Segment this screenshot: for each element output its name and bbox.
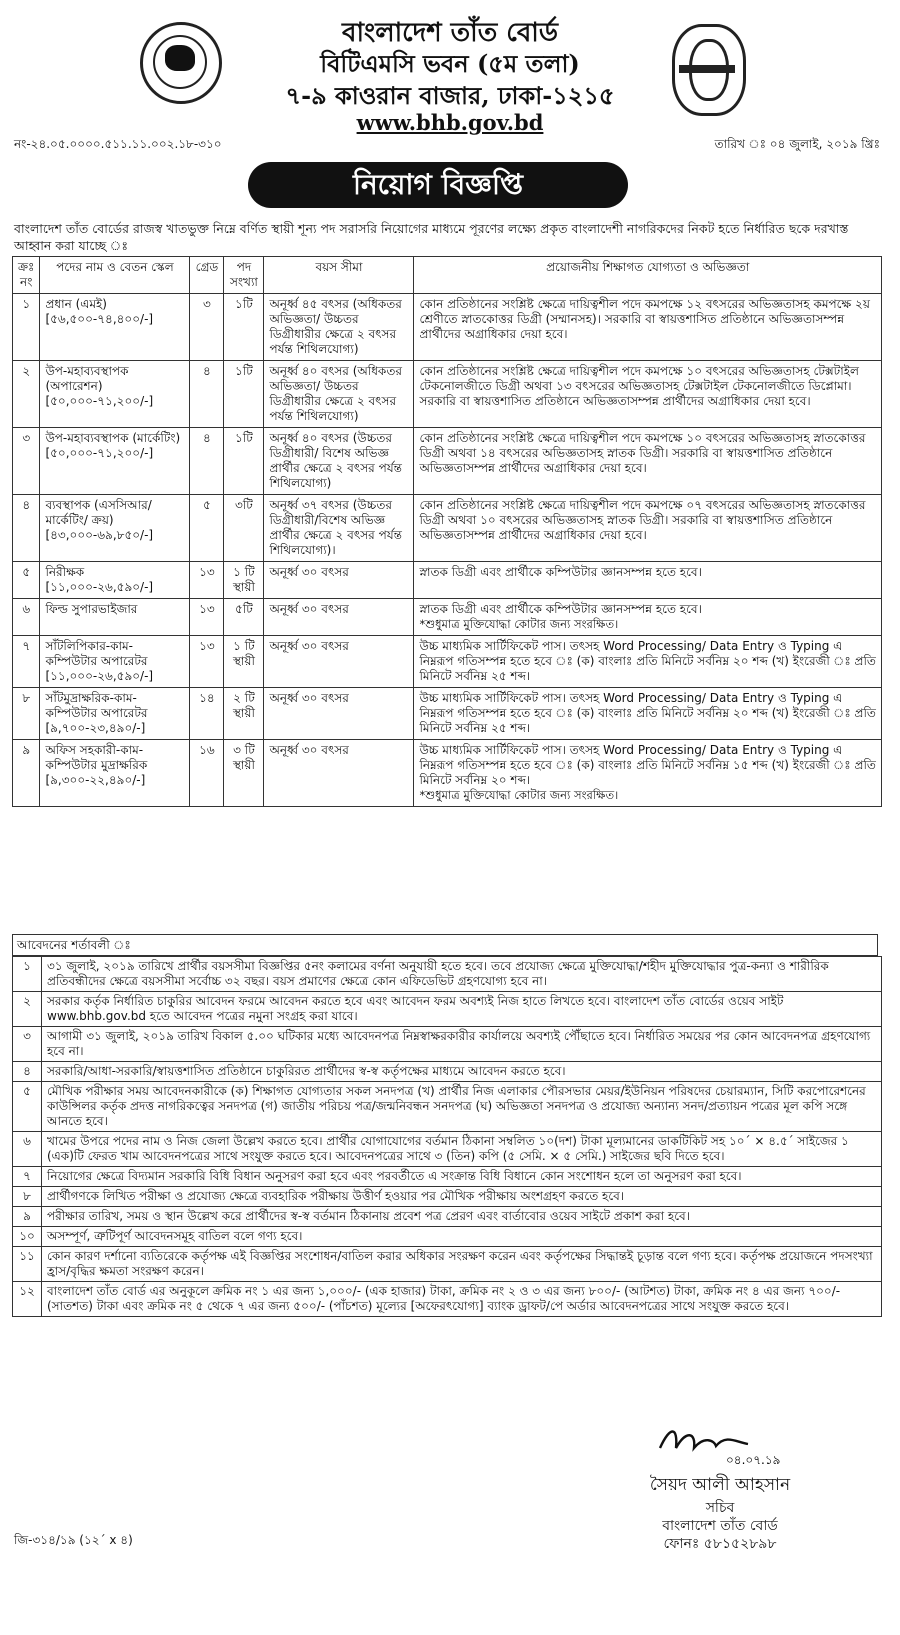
cell-grade-text: ১৩: [199, 602, 215, 616]
footer-code: জি-৩১৪/১৯ (১২´ x ৪): [14, 1533, 133, 1547]
cell-post: [40, 428, 190, 495]
cell-post-text: প্রধান (এমই) [৫৬,৫০০-৭৪,৪০০/-]: [45, 297, 154, 326]
cell-age: [264, 599, 414, 636]
cell-count-text: ২ টি স্থায়ী: [232, 691, 255, 720]
condition-row: [13, 1227, 882, 1247]
org-name: বাংলাদেশ তাঁত বোর্ড: [342, 18, 558, 48]
condition-row: [13, 1187, 882, 1207]
cell-qualification-text: স্নাতক ডিগ্রী এবং প্রার্থীকে কম্পিউটার জ্ঞানসম্পন্ন হতে হবে।: [419, 602, 702, 616]
cell-grade: [190, 688, 224, 740]
cell-age: [264, 495, 414, 562]
cell-qualification-text: উচ্চ মাধ্যমিক সার্টিফিকেট পাস। তৎসহ Word Processing/ Data Entry ও Typing এ নিম্নরূপ গতিসম্পন্ন হতে হবে ঃ (ক) বাংলাঃ প্রতি মিনিটে সর্বনিম্ন ২০ শব্দ (খ) ইংরেজী ঃ প্রতি মিনিটে সর্বনিম্ন ২৫ শব্দ।: [419, 691, 876, 735]
condition-text: ৩১ জুলাই, ২০১৯ তারিখে প্রার্থীর বয়সসীমা বিজ্ঞপ্তির ৫নং কলামের বর্ণনা অনুযায়ী হতে হবে। তবে প্রযোজ্য ক্ষেত্রে মুক্তিযোদ্ধা/শহীদ মুক্তিযোদ্ধার পুত্র-কন্যা ও শারীরিক প্রতিবন্ধীদের ক্ষেত্রে বয়সসীমা সর্বোচ্চ ৩২ বছর। বয়স প্রমাণের ক্ষেত্রে কোন এফিডেভিট গ্রহণযোগ্য হবে না।: [42, 957, 882, 992]
condition-text: কোন কারণ দর্শানো ব্যতিরেকে কর্তৃপক্ষ এই বিজ্ঞপ্তির সংশোধন/বাতিল করার অধিকার সংরক্ষণ করেন এবং কর্তৃপক্ষের সিদ্ধান্তই চূড়ান্ত বলে গণ্য হবে। কর্তৃপক্ষ প্রয়োজনে পদসংখ্যা হ্রাস/বৃদ্ধির ক্ষমতা সংরক্ষণ করেন।: [42, 1247, 882, 1282]
cell-post: [40, 688, 190, 740]
condition-number: ২: [13, 992, 42, 1027]
header: [0, 0, 900, 140]
cell-count-text: ১ টি স্থায়ী: [232, 639, 255, 668]
cell-grade-text: ৩: [203, 297, 211, 311]
cell-qualification: [414, 294, 882, 361]
cell-post-text: উপ-মহাব্যবস্থাপক (মার্কেটিং) [৫০,০০০-৭১,২০০/-]: [45, 431, 181, 460]
cell-age: [264, 636, 414, 688]
cell-grade: [190, 495, 224, 562]
cell-serial: [13, 740, 40, 807]
cell-age: [264, 562, 414, 599]
cell-qualification: [414, 688, 882, 740]
condition-text: খামের উপরে পদের নাম ও নিজ জেলা উল্লেখ করতে হবে। প্রার্থীর যোগাযোগের বর্তমান ঠিকানা সম্বলিত ১০(দশ) টাকা মূল্যমানের ডাকটিকিট সহ ১০´ × ৪.৫´ সাইজের ১ (এক)টি ফেরত খাম আবেদনপত্রের সাথে সংযুক্ত করতে হবে। আবেদনপত্রের সাথে ৩ (তিন) কপি (৫ সেমি. × ৫ সেমি.) সাইজের ছবি দিতে হবে।: [42, 1132, 882, 1167]
cell-grade: [190, 740, 224, 807]
cell-grade: [190, 361, 224, 428]
cell-age: [264, 428, 414, 495]
cell-post: [40, 294, 190, 361]
cell-post: [40, 361, 190, 428]
signature-mark: [656, 1418, 796, 1468]
cell-age-text: অনূর্ধ্ব ৩০ বৎসর: [269, 691, 349, 705]
cell-age-text: অনূর্ধ্ব ৪০ বৎসর (উচ্চতর ডিগ্রীধারী/ বিশেষ অভিজ্ঞ প্রার্থীর ক্ষেত্রে ২ বৎসর পর্যন্ত শিথিলযোগ্য): [269, 431, 402, 490]
condition-text: আগামী ৩১ জুলাই, ২০১৯ তারিখ বিকাল ৫.০০ ঘটিকার মধ্যে আবেদনপত্র নিম্নস্বাক্ষরকারীর কার্যালয়ে অবশ্যই পৌঁছাতে হবে। নির্ধারিত সময়ের পর কোন আবেদনপত্র গ্রহণযোগ্য হবে না।: [42, 1027, 882, 1062]
condition-row: [13, 1167, 882, 1187]
col-post: পদের নাম ও বেতন স্কেল: [40, 257, 190, 294]
condition-row: [13, 992, 882, 1027]
cell-post-text: সাঁটমুদ্রাক্ষরিক-কাম-কম্পিউটার অপারেটর [৯,৭০০-২৩,৪৯০/-]: [45, 691, 148, 735]
cell-count-text: ৩ টি স্থায়ী: [232, 743, 255, 772]
cell-qualification-text: উচ্চ মাধ্যমিক সার্টিফিকেট পাস। তৎসহ Word Processing/ Data Entry ও Typing এ নিম্নরূপ গতিসম্পন্ন হতে হবে ঃ (ক) বাংলাঃ প্রতি মিনিটে সর্বনিম্ন ২০ শব্দ (খ) ইংরেজী ঃ প্রতি মিনিটে সর্বনিম্ন ২৫ শব্দ।: [419, 639, 876, 683]
cell-qualification: [414, 636, 882, 688]
condition-row: [13, 1282, 882, 1317]
cell-serial: [13, 599, 40, 636]
table-row: [13, 688, 882, 740]
table-row: [13, 294, 882, 361]
cell-qualification: [414, 361, 882, 428]
cell-count: [224, 495, 264, 562]
cell-qualification: [414, 562, 882, 599]
vacancy-table: [12, 256, 882, 807]
col-grade: গ্রেড: [190, 257, 224, 294]
condition-row: [13, 1082, 882, 1132]
signer-name: সৈয়দ আলী আহসান: [649, 1475, 791, 1495]
cell-grade: [190, 599, 224, 636]
address: ৭-৯ কাওরান বাজার, ঢাকা-১২১৫: [285, 81, 615, 110]
cell-serial-text: ৩: [22, 431, 31, 445]
table-row: [13, 361, 882, 428]
cell-grade-text: ৪: [203, 431, 211, 445]
cell-serial: [13, 428, 40, 495]
condition-number: ৪: [13, 1062, 42, 1082]
cell-count-text: ১টি: [235, 431, 253, 445]
cell-post: [40, 495, 190, 562]
intro-text: বাংলাদেশ তাঁত বোর্ডের রাজস্ব খাতভুক্ত নিম্নে বর্ণিত স্থায়ী শূন্য পদ সরাসরি নিয়োগের মাধ্যমে পূরণের লক্ষ্যে প্রকৃত বাংলাদেশী নাগরিকদের নিকট হতে নির্ধারিত ছকে দরখাস্ত আহ্বান করা যাচ্ছে ঃ: [14, 221, 849, 253]
page-title: নিয়োগ বিজ্ঞপ্তি: [248, 162, 628, 208]
memo-number: নং-২৪.০৫.০০০০.৫১১.১১.০০২.১৮-৩১০: [14, 137, 222, 151]
signer-designation: সচিব: [705, 1500, 735, 1516]
cell-qualification-text: স্নাতক ডিগ্রী এবং প্রার্থীকে কম্পিউটার জ্ঞানসম্পন্ন হতে হবে।: [419, 565, 702, 579]
condition-row: [13, 957, 882, 992]
cell-age-text: অনূর্ধ্ব ৩৭ বৎসর (উচ্চতর ডিগ্রীধারী/বিশেষ অভিজ্ঞ প্রার্থীর ক্ষেত্রে ২ বৎসর পর্যন্ত শিথিলযোগ্য)।: [269, 498, 402, 557]
condition-text: সরকারি/আধা-সরকারি/স্বায়ত্তশাসিত প্রতিষ্ঠানে চাকুরিরত প্রার্থীদের স্ব-স্ব কর্তৃপক্ষের মাধ্যমে আবেদন করতে হবে।: [42, 1062, 882, 1082]
cell-count-text: ১টি: [235, 364, 253, 378]
cell-serial-text: ৬: [22, 602, 31, 616]
cell-serial: [13, 294, 40, 361]
cell-post-text: ফিল্ড সুপারভাইজার: [45, 602, 138, 616]
cell-post: [40, 636, 190, 688]
cell-grade-text: ১৩: [199, 565, 215, 579]
cell-count-text: ১টি: [235, 297, 253, 311]
cell-count: [224, 688, 264, 740]
cell-serial-text: ২: [22, 364, 31, 378]
col-serial: ক্রঃ নং: [13, 257, 40, 294]
table-row: [13, 428, 882, 495]
condition-text: অসম্পূর্ণ, ত্রুটিপূর্ণ আবেদনসমূহ বাতিল বলে গণ্য হবে।: [42, 1227, 882, 1247]
cell-age-text: অনূর্ধ্ব ৩০ বৎসর: [269, 602, 349, 616]
cell-count-text: ৫টি: [235, 602, 253, 616]
cell-count: [224, 740, 264, 807]
cell-count: [224, 636, 264, 688]
cell-count-text: ৩টি: [235, 498, 253, 512]
table-row: [13, 740, 882, 807]
condition-number: ৮: [13, 1187, 42, 1207]
cell-count: [224, 428, 264, 495]
cell-count: [224, 562, 264, 599]
cell-post-text: ব্যবস্থাপক (এসসিআর/মার্কেটিং/ ক্রয়) [৪৩,০০০-৬৯,৮৫০/-]: [45, 498, 154, 542]
cell-grade-text: ১৬: [199, 743, 215, 757]
conditions-table: [12, 956, 882, 1317]
cell-age: [264, 740, 414, 807]
cell-age: [264, 294, 414, 361]
condition-number: ৩: [13, 1027, 42, 1062]
cell-serial-text: ৮: [22, 691, 31, 705]
cell-grade-text: ১৩: [199, 639, 215, 653]
condition-number: ১২: [13, 1282, 42, 1317]
table-row: [13, 495, 882, 562]
cell-age-text: অনূর্ধ্ব ৪০ বৎসর (অধিকতর অভিজ্ঞতা/ উচ্চতর ডিগ্রীধারীর ক্ষেত্রে ২ বৎসর পর্যন্ত শিথিলযোগ্য): [269, 364, 402, 423]
cell-serial-text: ৭: [22, 639, 31, 653]
cell-grade: [190, 294, 224, 361]
cell-post-text: অফিস সহকারী-কাম-কম্পিউটার মুদ্রাক্ষরিক [৯,৩০০-২২,৪৯০/-]: [45, 743, 148, 787]
quota-note: *শুধুমাত্র মুক্তিযোদ্ধা কোটার জন্য সংরক্ষিত।: [419, 617, 619, 631]
building-name: বিটিএমসি ভবন (৫ম তলা): [320, 49, 580, 78]
condition-text: মৌখিক পরীক্ষার সময় আবেদনকারীকে (ক) শিক্ষাগত যোগ্যতার সকল সনদপত্র (খ) প্রার্থীর নিজ এলাকার পৌরসভার মেয়র/ইউনিয়ন পরিষদের চেয়ারম্যান, সিটি করপোরেশনের কাউন্সিলর কর্তৃক প্রদত্ত নাগরিকত্বের সনদপত্র (গ) জাতীয় পরিচয় পত্র/জন্মনিবন্ধন সনদপত্র (ঘ) অভিজ্ঞতা সনদপত্র ও প্রযোজ্য অন্যান্য সনদ/প্রত্যায়ন পত্রের মূল কপি সঙ্গে আনতে হবে।: [42, 1082, 882, 1132]
cell-serial: [13, 495, 40, 562]
condition-text: বাংলাদেশ তাঁত বোর্ড এর অনুকূলে ক্রমিক নং ১ এর জন্য ১,০০০/- (এক হাজার) টাকা, ক্রমিক নং ২ ও ৩ এর জন্য ৮০০/- (আটশত) টাকা, ক্রমিক নং ৪ এর জন্য ৭০০/- (সাতশত) টাকা এবং ক্রমিক নং ৫ থেকে ৭ এর জন্য ৫০০/- (পাঁচশত) মূল্যের [অফেরৎযোগ্য] ব্যাংক ড্রাফট/পে অর্ডার আবেদনপত্রের সাথে সংযুক্ত করতে হবে।: [42, 1282, 882, 1317]
cell-grade-text: ৪: [203, 364, 211, 378]
cell-post: [40, 599, 190, 636]
cell-post-text: সাঁটলিপিকার-কাম-কম্পিউটার অপারেটর [১১,০০০-২৬,৫৯০/-]: [45, 639, 154, 683]
table-header-row: [13, 257, 882, 294]
cell-age-text: অনূর্ধ্ব ৪৫ বৎসর (অধিকতর অভিজ্ঞতা/ উচ্চতর ডিগ্রীধারীর ক্ষেত্রে ২ বৎসর পর্যন্ত শিথিলযোগ্য): [269, 297, 402, 356]
issue-date: তারিখ ঃ ০৪ জুলাই, ২০১৯ খ্রিঃ: [714, 137, 880, 151]
cell-count-text: ১ টি স্থায়ী: [232, 565, 255, 594]
cell-serial: [13, 361, 40, 428]
signer-phone: ফোনঃ ৫৮১৫২৮৯৮: [663, 1536, 777, 1552]
condition-row: [13, 1132, 882, 1167]
cell-count: [224, 361, 264, 428]
condition-number: ১১: [13, 1247, 42, 1282]
condition-number: ৫: [13, 1082, 42, 1132]
col-qualification: প্রয়োজনীয় শিক্ষাগত যোগ্যতা ও অভিজ্ঞতা: [414, 257, 882, 294]
table-row: [13, 599, 882, 636]
conditions-title: আবেদনের শর্তাবলী ঃ: [12, 934, 878, 956]
cell-age: [264, 361, 414, 428]
condition-row: [13, 1247, 882, 1282]
website: www.bhb.gov.bd: [356, 110, 544, 135]
condition-number: ৬: [13, 1132, 42, 1167]
cell-qualification-text: কোন প্রতিষ্ঠানের সংশ্লিষ্ট ক্ষেত্রে দায়িত্বশীল পদে কমপক্ষে ১০ বৎসরের অভিজ্ঞতাসহ স্নাতকোত্তর ডিগ্রী অথবা ১৪ বৎসরের অভিজ্ঞতাসহ স্নাতক ডিগ্রী। সরকারি বা স্বায়ত্তশাসিত প্রতিষ্ঠানে অভিজ্ঞতাসম্পন্ন প্রার্থীদের অগ্রাধিকার দেয়া হবে।: [419, 431, 866, 475]
cell-grade-text: ৫: [203, 498, 211, 512]
table-row: [13, 636, 882, 688]
cell-grade: [190, 636, 224, 688]
cell-serial: [13, 636, 40, 688]
cell-grade: [190, 428, 224, 495]
cell-age-text: অনূর্ধ্ব ৩০ বৎসর: [269, 565, 349, 579]
cell-serial-text: ৯: [22, 743, 31, 757]
condition-text: সরকার কর্তৃক নির্ধারিত চাকুরির আবেদন ফরমে আবেদন করতে হবে এবং আবেদন ফরম অবশ্যই নিজ হাতে লিখতে হবে। বাংলাদেশ তাঁত বোর্ডের ওয়েব সাইট www.bhb.gov.bd হতে আবেদন পত্রের নমুনা সংগ্রহ করা যাবে।: [42, 992, 882, 1027]
cell-grade-text: ১৪: [199, 691, 215, 705]
cell-serial: [13, 688, 40, 740]
condition-text: নিয়োগের ক্ষেত্রে বিদ্যমান সরকারি বিধি বিধান অনুসরণ করা হবে এবং পরবর্তীতে এ সংক্রান্ত বিধি বিধানে কোন সংশোধন হলে তা অনুসরণ করা হবে।: [42, 1167, 882, 1187]
col-count: পদ সংখ্যা: [224, 257, 264, 294]
cell-qualification: [414, 428, 882, 495]
cell-age-text: অনূর্ধ্ব ৩০ বৎসর: [269, 639, 349, 653]
condition-text: পরীক্ষার তারিখ, সময় ও স্থান উল্লেখ করে প্রার্থীদের স্ব-স্ব বর্তমান ঠিকানায় প্রবেশ পত্র প্রেরণ এবং বার্তাবোর ওয়েব সাইটে প্রকাশ করা হবে।: [42, 1207, 882, 1227]
condition-number: ৭: [13, 1167, 42, 1187]
cell-qualification: [414, 740, 882, 807]
cell-post-text: উপ-মহাব্যবস্থাপক (অপারেশন) [৫০,০০০-৭১,২০০/-]: [45, 364, 154, 408]
condition-row: [13, 1207, 882, 1227]
cell-count: [224, 599, 264, 636]
condition-number: ১০: [13, 1227, 42, 1247]
condition-number: ১: [13, 957, 42, 992]
cell-qualification: [414, 495, 882, 562]
cell-count: [224, 294, 264, 361]
cell-post: [40, 562, 190, 599]
cell-serial-text: ১: [22, 297, 31, 311]
cell-post: [40, 740, 190, 807]
cell-qualification-text: উচ্চ মাধ্যমিক সার্টিফিকেট পাস। তৎসহ Word Processing/ Data Entry ও Typing এ নিম্নরূপ গতিসম্পন্ন হতে হবে ঃ (ক) বাংলাঃ প্রতি মিনিটে সর্বনিম্ন ১৫ শব্দ (খ) ইংরেজী ঃ প্রতি মিনিটে সর্বনিম্ন ২০ শব্দ।: [419, 743, 876, 787]
condition-row: [13, 1062, 882, 1082]
col-age: বয়স সীমা: [264, 257, 414, 294]
cell-qualification-text: কোন প্রতিষ্ঠানের সংশ্লিষ্ট ক্ষেত্রে দায়িত্বশীল পদে কমপক্ষে ০৭ বৎসরের অভিজ্ঞতাসহ স্নাতকোত্তর ডিগ্রী অথবা ১০ বৎসরের অভিজ্ঞতাসহ স্নাতক ডিগ্রী। সরকারি বা স্বায়ত্তশাসিত প্রতিষ্ঠানে অভিজ্ঞতাসম্পন্ন প্রার্থীদের অগ্রাধিকার দেয়া হবে।: [419, 498, 866, 542]
cell-grade: [190, 562, 224, 599]
quota-note: *শুধুমাত্র মুক্তিযোদ্ধা কোটার জন্য সংরক্ষিত।: [419, 788, 619, 802]
table-row: [13, 562, 882, 599]
cell-post-text: নিরীক্ষক [১১,০০০-২৬,৫৯০/-]: [45, 565, 154, 594]
cell-qualification: [414, 599, 882, 636]
signature-date: ০৪.০৭.১৯: [726, 1453, 781, 1467]
cell-serial-text: ৫: [22, 565, 31, 579]
condition-text: প্রার্থীগণকে লিখিত পরীক্ষা ও প্রযোজ্য ক্ষেত্রে ব্যবহারিক পরীক্ষায় উত্তীর্ণ হওয়ার পর মৌখিক পরীক্ষায় অংশগ্রহণ করতে হবে।: [42, 1187, 882, 1207]
condition-row: [13, 1027, 882, 1062]
cell-qualification-text: কোন প্রতিষ্ঠানের সংশ্লিষ্ট ক্ষেত্রে দায়িত্বশীল পদে কমপক্ষে ১২ বৎসরের অভিজ্ঞতাসহ কমপক্ষে ২য় শ্রেণীতে স্নাতকোত্তর ডিগ্রী (সম্মানসহ)। সরকারি বা স্বায়ত্তশাসিত প্রতিষ্ঠানে অভিজ্ঞতাসম্পন্ন প্রার্থীদের অগ্রাধিকার দেয়া হবে।: [419, 297, 870, 341]
cell-qualification-text: কোন প্রতিষ্ঠানের সংশ্লিষ্ট ক্ষেত্রে দায়িত্বশীল পদে কমপক্ষে ১০ বৎসরের অভিজ্ঞতাসহ টেক্সটাইল টেকনোলজীতে ডিগ্রী অথবা ১৩ বৎসরের অভিজ্ঞতাসহ টেক্সটাইল টেকনোলজীতে ডিপ্লোমা। সরকারি বা স্বায়ত্তশাসিত প্রতিষ্ঠানে অভিজ্ঞতাসম্পন্ন প্রার্থীদের অগ্রাধিকার দেয়া হবে।: [419, 364, 859, 408]
signer-org: বাংলাদেশ তাঁত বোর্ড: [662, 1518, 778, 1534]
cell-age-text: অনূর্ধ্ব ৩০ বৎসর: [269, 743, 349, 757]
condition-number: ৯: [13, 1207, 42, 1227]
cell-serial-text: ৪: [22, 498, 31, 512]
cell-age: [264, 688, 414, 740]
cell-serial: [13, 562, 40, 599]
